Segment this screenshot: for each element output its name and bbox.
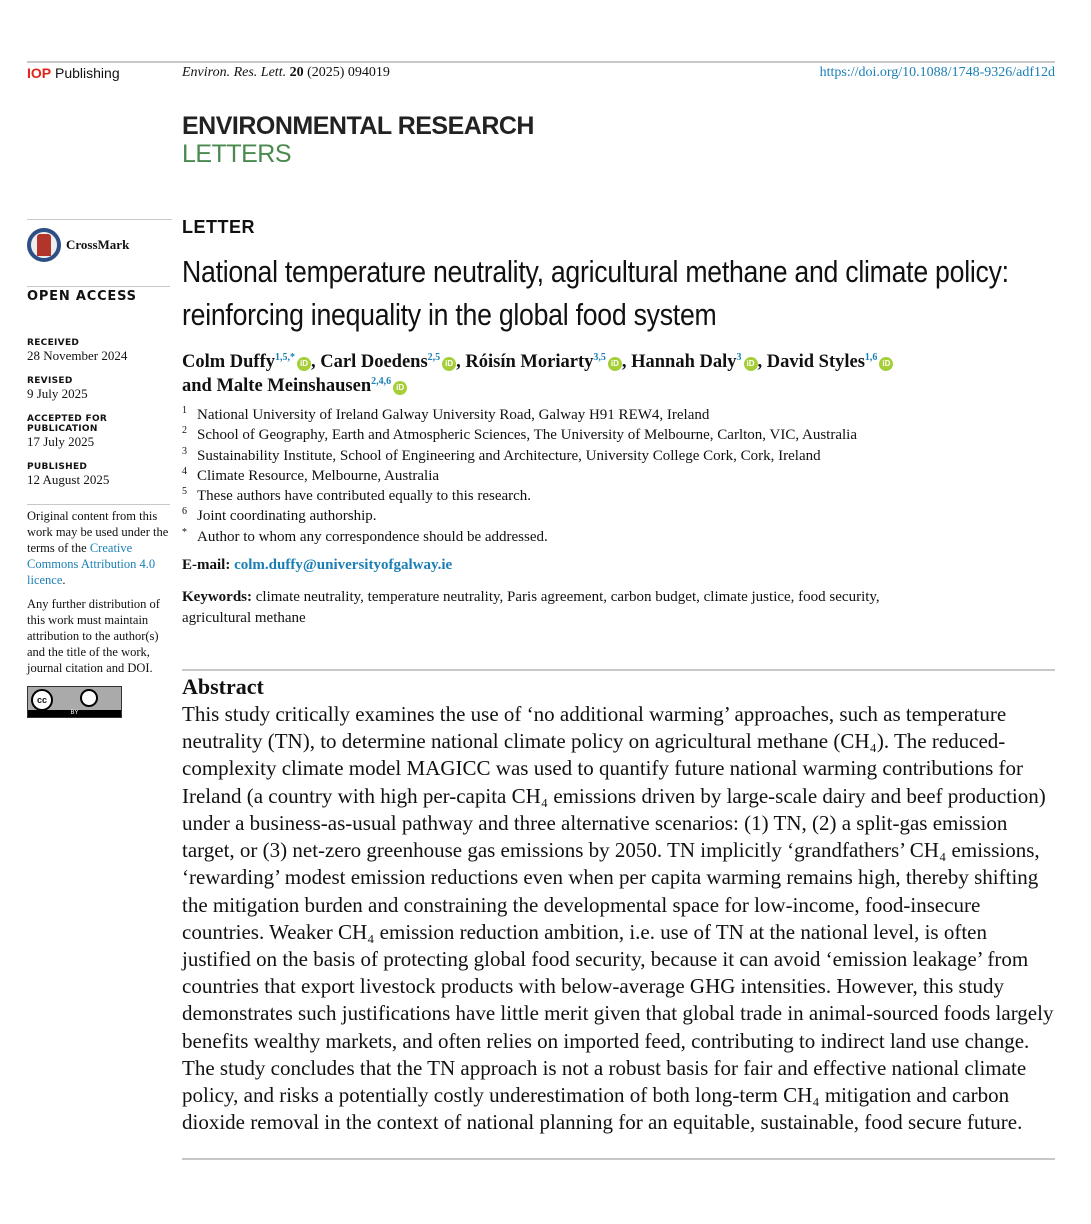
orcid-icon: iD — [608, 357, 622, 371]
crossmark-button[interactable]: CrossMark — [27, 228, 172, 262]
license-text: Original content from this work may be used under the terms of the Creative Commons Attribution 4.0 licence. Any further distribution of this work must maintain attribution to the author(s) and the title of the work, journal citation and DOI. — [27, 509, 169, 675]
attribution-icon — [80, 689, 98, 707]
sidebar-rule — [27, 504, 170, 505]
main-column — [182, 216, 1055, 1160]
crossmark-icon — [27, 228, 61, 262]
article-type: LETTER — [182, 217, 255, 237]
sidebar — [27, 219, 172, 718]
orcid-icon: iD — [442, 357, 456, 371]
email-link[interactable]: colm.duffy@universityofgalway.ie — [234, 557, 453, 574]
abstract-bottom-rule — [182, 1158, 1055, 1160]
sidebar-rule — [27, 219, 172, 220]
author[interactable]: Colm Duffy$^{1,5,*}$iD — [182, 352, 311, 372]
abstract-rule — [182, 669, 1055, 671]
open-access-label: OPEN ACCESS — [27, 289, 137, 304]
doi-link[interactable]: https://doi.org/10.1088/1748-9326/adf12d — [819, 65, 1055, 80]
abstract-heading: Abstract — [182, 674, 264, 700]
authors: Colm Duffy$^{1,5,*}$iD , Carl Doedens$^{2,5}$iD , Róisín Moriarty$^{3,5}$iD , Hannah Daly$^3$iD , David Styles$^{1,6}$iD and Malte Meinshausen$^{2,4,6}$iD — [182, 350, 1055, 398]
journal-logo: ENVIRONMENTAL RESEARCH LETTERS — [182, 112, 534, 168]
author[interactable]: Hannah Daly$^3$iD — [631, 352, 757, 372]
citation: Environ. Res. Lett. 20 (2025) 094019 — [182, 65, 390, 80]
orcid-icon: iD — [879, 357, 893, 371]
orcid-icon: iD — [744, 357, 758, 371]
dates: RECEIVED 28 November 2024 REVISED 9 July 2025 ACCEPTED FOR PUBLICATION 17 July 2025 PUBLISHED 12 August 2025 — [27, 338, 128, 487]
keywords: Keywords: climate neutrality, temperature neutrality, Paris agreement, carbon budget, climate justice, food security, agricultural methane — [182, 589, 880, 627]
cc-by-badge: cc BY — [27, 686, 122, 718]
cc-icon: cc — [31, 689, 53, 711]
affiliations: $^1$ National University of Ireland Galway University Road, Galway H91 REW4, Ireland $^2$ School of Geography, Earth and Atmospheric Sciences, The University of Melbourne, Carlton, VIC, Australia $^3$ Sustainability Institute, School of Engineering and Architecture, University College Cork, Cork, Ireland $^4$ Climate Resource, Melbourne, Australia $^5$ These authors have contributed equally to this research. $^6$ Joint coordinating authorship. * Author to whom any correspondence should be addressed. — [182, 405, 857, 545]
orcid-icon: iD — [393, 381, 407, 395]
author[interactable]: Carl Doedens$^{2,5}$iD — [320, 352, 456, 372]
email-line: E-mail: colm.duffy@universityofgalway.ie — [182, 557, 453, 574]
sidebar-rule — [27, 286, 170, 287]
author[interactable]: David Styles$^{1,6}$iD — [767, 352, 894, 372]
header-rule — [27, 61, 1055, 63]
orcid-icon: iD — [297, 357, 311, 371]
abstract-text: This study critically examines the use of ‘no additional warming’ approaches, such as temperature neutrality (TN), to determine national climate policy on agricultural methane (CH₄). The reduced-complexity climate model MAGICC was used to quantify future national warming contributions for Ireland (a country with high per-capita CH₄ emissions driven by large-scale dairy and beef production) under a business-as-usual pathway and three alternative scenarios: (1) TN, (2) a split-gas emission target, or (3) net-zero greenhouse gas emissions by 2050. TN implicitly ‘grandfathers’ CH₄ emissions, ‘rewarding’ modest emission reductions even when per capita warming remains high, thereby shifting the mitigation burden and constraining the developmental space for low-income, food-insecure countries. Weaker CH₄ emission reduction ambition, i.e. use of TN at the national level, is often justified on the basis of protecting global food security, because it can avoid ‘emission leakage’ from countries that export livestock products with below-average GHG intensities. However, this study demonstrates such justifications have little merit given that global trade in animal-sourced foods largely benefits wealthy markets, and often relies on imported feed, contributing to indirect land use change. The study concludes that the TN approach is not a robust basis for fair and effective national climate policy, and risks a potentially costly underestimation of both long-term CH₄ mitigation and carbon dioxide removal in the context of national planning for an equitable, sustainable, food secure future. — [182, 702, 1054, 1135]
license-link[interactable]: Creative Commons Attribution 4.0 licence — [27, 541, 156, 587]
article-title: National temperature neutrality, agricultural methane and climate policy: reinforcing inequality in the global food system — [182, 254, 1009, 332]
author[interactable]: Róisín Moriarty$^{3,5}$iD — [465, 352, 621, 372]
publisher-logo: IOP Publishing — [27, 65, 120, 81]
author[interactable]: Malte Meinshausen$^{2,4,6}$iD — [216, 376, 407, 396]
